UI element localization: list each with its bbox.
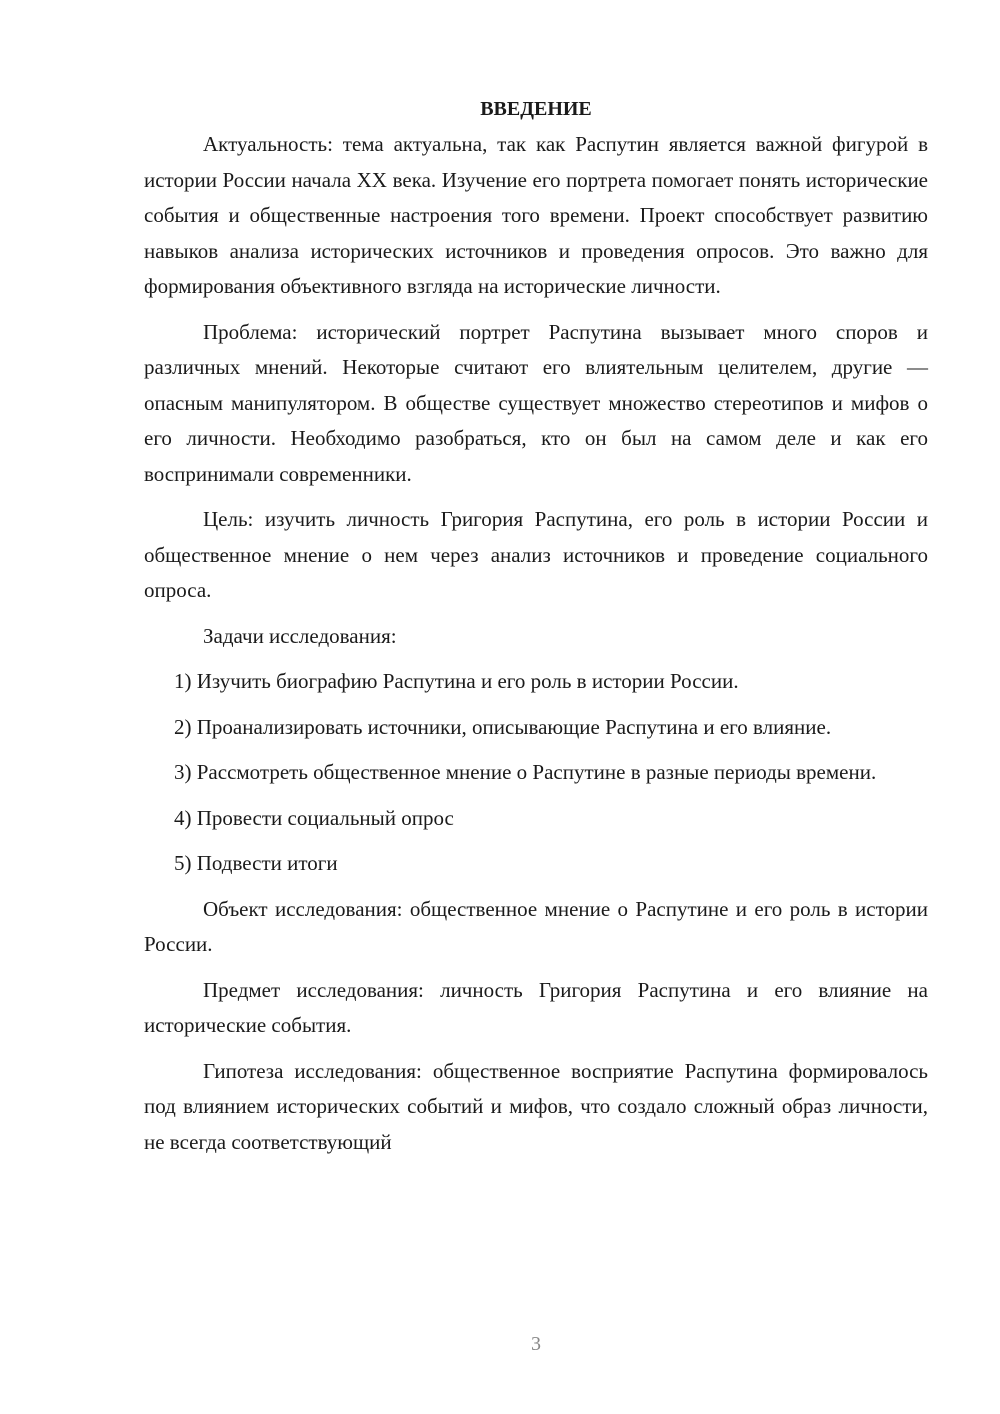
task-item-5: 5) Подвести итоги [174,851,338,875]
paragraph-subject: Предмет исследования: личность Григория Распутина и его влияние на исторические события. [144,977,928,1037]
paragraph-goal: Цель: изучить личность Григория Распутина, его роль в истории России и общественное мнение о нем через анализ источников и проведение социального опроса. [144,507,928,602]
paragraph-relevance: Актуальность: тема актуальна, так как Распутин является важной фигурой в истории России начала XX века. Изучение его портрета помогает понять исторические события и общественные настроения того времени. Проект способствует развитию навыков анализа исторических источников и проведения опросов. Это важно для формирования объективного взгляда на исторические личности. [144,132,928,298]
tasks-heading: Задачи исследования: [203,623,397,648]
task-item-3: 3) Рассмотреть общественное мнение о Распутине в разные периоды времени. [174,760,877,784]
paragraph-problem: Проблема: исторический портрет Распутина вызывает много споров и различных мнений. Некоторые считают его влиятельным целителем, другие — опасным манипулятором. В обществе существует множество стереотипов и мифов о его личности. Необходимо разобраться, кто он был на самом деле и как его воспринимали современники. [144,319,928,486]
task-item-4: 4) Провести социальный опрос [174,805,454,830]
task-item-2: 2) Проанализировать источники, описывающие Распутина и его влияние. [174,714,832,739]
paragraph-object: Объект исследования: общественное мнение о Распутине и его роль в истории России. [144,896,928,956]
page-number: 3 [531,1333,541,1355]
document-page [144,92,928,1160]
section-title: ВВЕДЕНИЕ [480,98,592,120]
paragraph-hypothesis: Гипотеза исследования: общественное восприятие Распутина формировалось под влиянием исторических событий и мифов, что создало сложный образ личности, не всегда соответствующий [144,1058,928,1154]
task-item-1: 1) Изучить биографию Распутина и его роль в истории России. [174,669,739,693]
